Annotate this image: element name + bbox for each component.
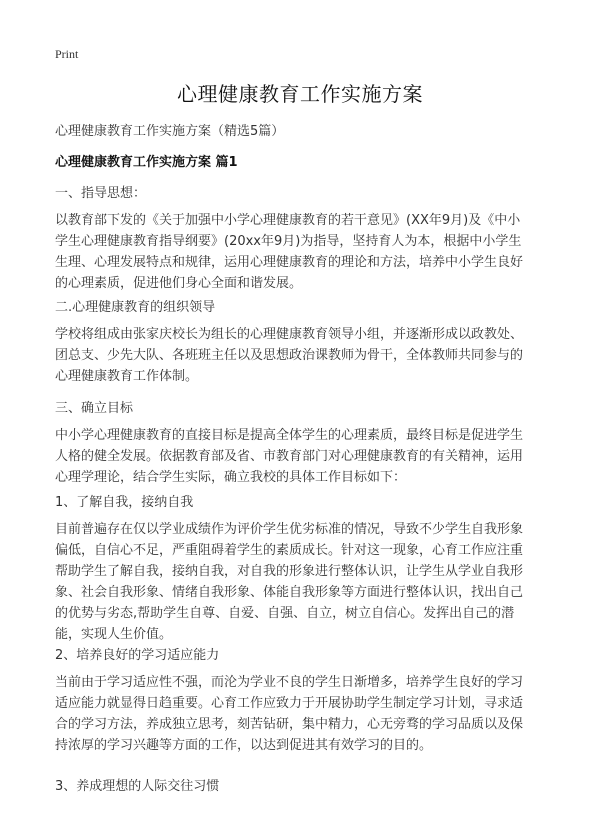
paragraph-line: 目前普遍存在仅以学业成绩作为评价学生优劣标准的情况，导致不少学生自我形象 bbox=[55, 522, 524, 537]
section-paragraph-goals bbox=[55, 425, 560, 488]
article-title: 心理健康教育工作实施方案 篇1 bbox=[55, 155, 238, 170]
print-link[interactable]: Print bbox=[55, 47, 79, 61]
paragraph-line: 合的学习方法，养成独立思考，刻苦钻研，集中精力，心无旁骛的学习品质以及保 bbox=[55, 717, 524, 732]
section-heading-goals: 三、确立目标 bbox=[55, 401, 134, 416]
section-heading-study: 2、培养良好的学习适应能力 bbox=[55, 648, 220, 663]
paragraph-line: 人格的健全发展。依据教育部及省、市教育部门对心理健康教育的有关精神，运用 bbox=[55, 449, 524, 464]
page-title: 心理健康教育工作实施方案 bbox=[177, 82, 423, 106]
section-paragraph-self bbox=[55, 519, 560, 645]
paragraph-line: 以教育部下发的《关于加强中小学心理健康教育的若干意见》(XX年9月)及《中小 bbox=[55, 213, 521, 228]
paragraph-line: 中小学心理健康教育的直接目标是提高全体学生的心理素质，最终目标是促进学生 bbox=[55, 428, 524, 443]
paragraph-line: 学生心理健康教育指导纲要》(20xx年9月)为指导，坚持育人为本，根据中小学生 bbox=[55, 234, 522, 249]
section-paragraph-study bbox=[55, 672, 560, 756]
paragraph-line: 帮助学生了解自我，接纳自我，对自我的形象进行整体认识，让学生从学业自我形 bbox=[55, 564, 524, 579]
paragraph-line: 持浓厚的学习兴趣等方面的工作，以达到促进其有效学习的目的。 bbox=[55, 738, 433, 753]
section-paragraph-organization bbox=[55, 324, 560, 387]
paragraph-line: 心理学理论，结合学生实际，确立我校的具体工作目标如下： bbox=[55, 470, 407, 485]
section-heading-organization: 二.心理健康教育的组织领导 bbox=[55, 300, 216, 315]
paragraph-line: 当前由于学习适应性不强，而沦为学业不良的学生日渐增多，培养学生良好的学习 bbox=[55, 675, 524, 690]
paragraph-line: 的优势与劣态,帮助学生自尊、自爱、自强、自立，树立自信心。发挥出自己的潜 bbox=[55, 606, 515, 621]
section-heading-social: 3、养成理想的人际交往习惯 bbox=[55, 779, 220, 794]
paragraph-line: 象、社会自我形象、情绪自我形象、体能自我形象等方面进行整体认识，找出自己 bbox=[55, 585, 524, 600]
paragraph-line: 偏低，自信心不足，严重阻碍着学生的素质成长。针对这一现象，心育工作应注重 bbox=[55, 543, 524, 558]
section-paragraph-guiding bbox=[55, 210, 560, 294]
paragraph-line: 能，实现人生价值。 bbox=[55, 627, 173, 642]
section-heading-guiding: 一、指导思想： bbox=[55, 186, 147, 201]
paragraph-line: 团总支、少先大队、各班班主任以及思想政治课教师为骨干，全体教师共同参与的 bbox=[55, 348, 524, 363]
document-subtitle: 心理健康教育工作实施方案（精选5篇） bbox=[55, 124, 285, 139]
paragraph-line: 学校将组成由张家庆校长为组长的心理健康教育领导小组，并逐渐形成以政教处、 bbox=[55, 327, 524, 342]
paragraph-line: 生理、心理发展特点和规律，运用心理健康教育的理论和方法，培养中小学生良好 bbox=[55, 255, 524, 270]
paragraph-line: 心理健康教育工作体制。 bbox=[55, 369, 199, 384]
paragraph-line: 适应能力就显得日趋重要。心育工作应致力于开展协助学生制定学习计划，寻求适 bbox=[55, 696, 524, 711]
paragraph-line: 的心理素质，促进他们身心全面和谐发展。 bbox=[55, 276, 303, 291]
section-heading-self: 1、了解自我，接纳自我 bbox=[55, 495, 194, 510]
